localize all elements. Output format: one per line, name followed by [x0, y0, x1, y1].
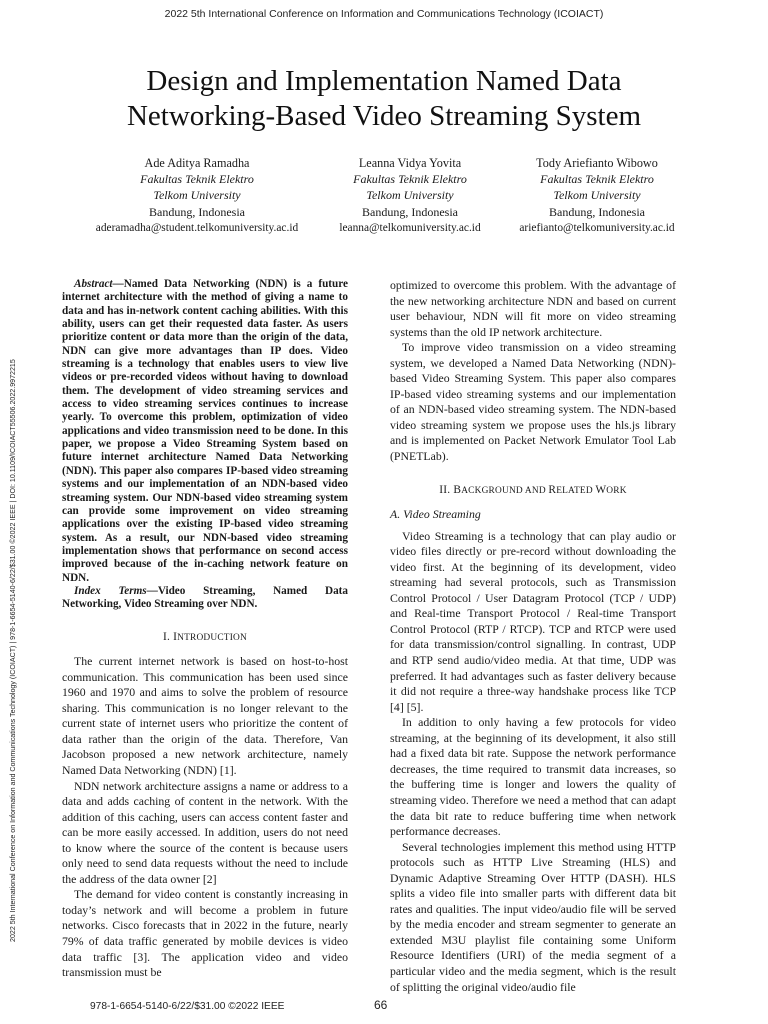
author-email: leanna@telkomuniversity.ac.id: [339, 221, 481, 234]
author-faculty: Fakultas Teknik Elektro: [140, 172, 254, 187]
author-city: Bandung, Indonesia: [549, 204, 645, 219]
background-paragraph: Video Streaming is a technology that can play audio or video files directly or pre-record without downloading the video first. At the beginning of its development, video streaming had several protocols, such as Transmission Control Protocol / User Datagram Protocol (TCP / UDP) and Real-time Transport Protocol / Real-time Transport Control Protocol (RTP / RTCP). TCP and RTCP were used for data transmission/control signalling. In contrast, UDP and RTP send audio/video media. At that time, UDP was preferred. It had advantages such as faster delivery because it did not require a three-way handshake process like TCP [4] [5].: [390, 528, 676, 714]
intro-paragraph: The demand for video content is constantly increasing in today’s network and will become a problem in future networks. Cisco forecasts that in 2022 in the future, nearly 79% of data traffic generated by mobile devices is video data traffic [3]. The application video and video transmission must be: [62, 887, 348, 980]
author-university: Telkom University: [366, 188, 454, 203]
abstract: [62, 278, 348, 585]
title-line-2: Networking-Based Video Streaming System: [126, 100, 641, 132]
subsection-heading-video-streaming: A. Video Streaming: [390, 507, 481, 522]
intro-paragraph: To improve video transmission on a video streaming system, we developed a Named Data Networking (NDN)-based Video Streaming System. This paper also compares IP-based video streaming systems and our implementation of an NDN-based video streaming system. The NDN-based video streaming system we propose uses the hls.js library and is implemented on Packet Network Emulator Tool Lab (PNETLab).: [390, 340, 676, 464]
background-paragraph: Several technologies implement this method using HTTP protocols such as HTTP Live Streaming (HLS) and Dynamic Adaptive Streaming Over HTTP (DASH). HLS splits a video file into smaller parts with different data bit rates and qualities. The input video/audio file will be served by the media encoder and stream segmenter to generate an extended M3U playlist file containing some Uniform Resource Identifiers (URI) of the media segment of a particular video and the media segment, which is the result of splitting the original video/audio file: [390, 839, 676, 994]
author-faculty: Fakultas Teknik Elektro: [353, 172, 467, 187]
side-citation-text: 2022 5th International Conference on Information and Communications Technology (ICOIACT) | 978-1-6654-5140-6/22/$31.00 ©2022 IEEE | DOI: 10.1109/ICOIACT55506.2022.9972215: [9, 359, 17, 942]
page-number: 66: [374, 998, 388, 1012]
background-paragraph: In addition to only having a few protocols for video streaming, at the beginning of its development, it also still had a fixed data bit rate. Suppose the network performance decreases, the time required to transmit data increases, so the buffering time is longer and lowers the quality of streaming video. Therefore we need a method that can adapt the data bit rate to reduce buffering time when network performance decreases.: [390, 715, 676, 839]
abstract-label: Abstract: [74, 278, 113, 290]
author-city: Bandung, Indonesia: [149, 204, 245, 219]
right-column: [390, 278, 676, 995]
left-column: [62, 278, 348, 981]
intro-paragraph: The current internet network is based on host-to-host communication. This communication has been used since 1960 and 1970 and aims to solve the problem of resource sharing. This communication is no longer relevant to the current state of internet users who prioritize the content of data rather than the origin of the data. Therefore, Van Jacobson proposed a new network architecture, namely Named Data Networking (NDN) [1].: [62, 654, 348, 777]
conference-header: 2022 5th International Conference on Information and Communications Technology (ICOIACT): [164, 8, 604, 20]
index-terms-label: Index Terms: [74, 584, 147, 597]
intro-paragraph: NDN network architecture assigns a name or address to a data and adds caching of content in the network. With the addition of this caching, users can access content faster and can be more easily accessed. In addition, users do not need to know where the source of the content is because users only need to send data requests without the need to include the address of the data owner [2]: [62, 778, 348, 886]
author-name: Ade Aditya Ramadha: [144, 156, 250, 170]
footer-isbn: 978-1-6654-5140-6/22/$31.00 ©2022 IEEE: [90, 1001, 285, 1012]
author-city: Bandung, Indonesia: [362, 204, 458, 219]
paper-title: [60, 64, 708, 134]
author-block-3: [472, 155, 722, 236]
intro-continuation: optimized to overcome this problem. With the advantage of the new networking architecture NDN and based on current user behaviour, NDN will fit more on video streaming systems than the old IP network architecture.: [390, 278, 676, 339]
author-university: Telkom University: [153, 188, 241, 203]
author-name: Tody Ariefianto Wibowo: [536, 156, 658, 170]
author-email: aderamadha@student.telkomuniversity.ac.id: [95, 221, 299, 234]
author-name: Leanna Vidya Yovita: [358, 156, 462, 170]
title-line-1: Design and Implementation Named Data: [146, 65, 622, 97]
abstract-text: —Named Data Networking (NDN) is a future internet architecture with the method of giving a name to data and has in-network content caching abilities. With this ability, users can get their requested data faster. As users prioritize content or data more than the origin of the data, NDN can give more advantages than IP does. Video streaming is a technology that enables users to view live videos or pre-recorded videos without having to download them. The development of video streaming services and access to video streaming services continues to increase yearly. To overcome this problem, optimization of video applications and video transmission need to be done. In this paper, we propose a Video Streaming System based on future internet architecture Named Data Networking (NDN). This paper also compares IP-based video streaming systems and our implementation of an NDN-based video streaming system. Our NDN-based video streaming system can provide some improvement on video streaming applications over the existing IP-based video streaming system. As a result, our NDN-based video streaming implementation shows that performance on second access improved because of the in-caching network feature on NDN.: [62, 278, 348, 584]
author-university: Telkom University: [553, 188, 641, 203]
index-terms-text: —Video Streaming, Named Data Networking, Video Streaming over NDN.: [62, 584, 348, 611]
section-heading-background: II. BACKGROUND AND RELATED WORK: [439, 483, 627, 496]
section-heading-introduction: I. INTRODUCTION: [163, 630, 247, 643]
author-email: ariefianto@telkomuniversity.ac.id: [519, 221, 675, 234]
index-terms: [62, 585, 348, 612]
author-faculty: Fakultas Teknik Elektro: [540, 172, 654, 187]
